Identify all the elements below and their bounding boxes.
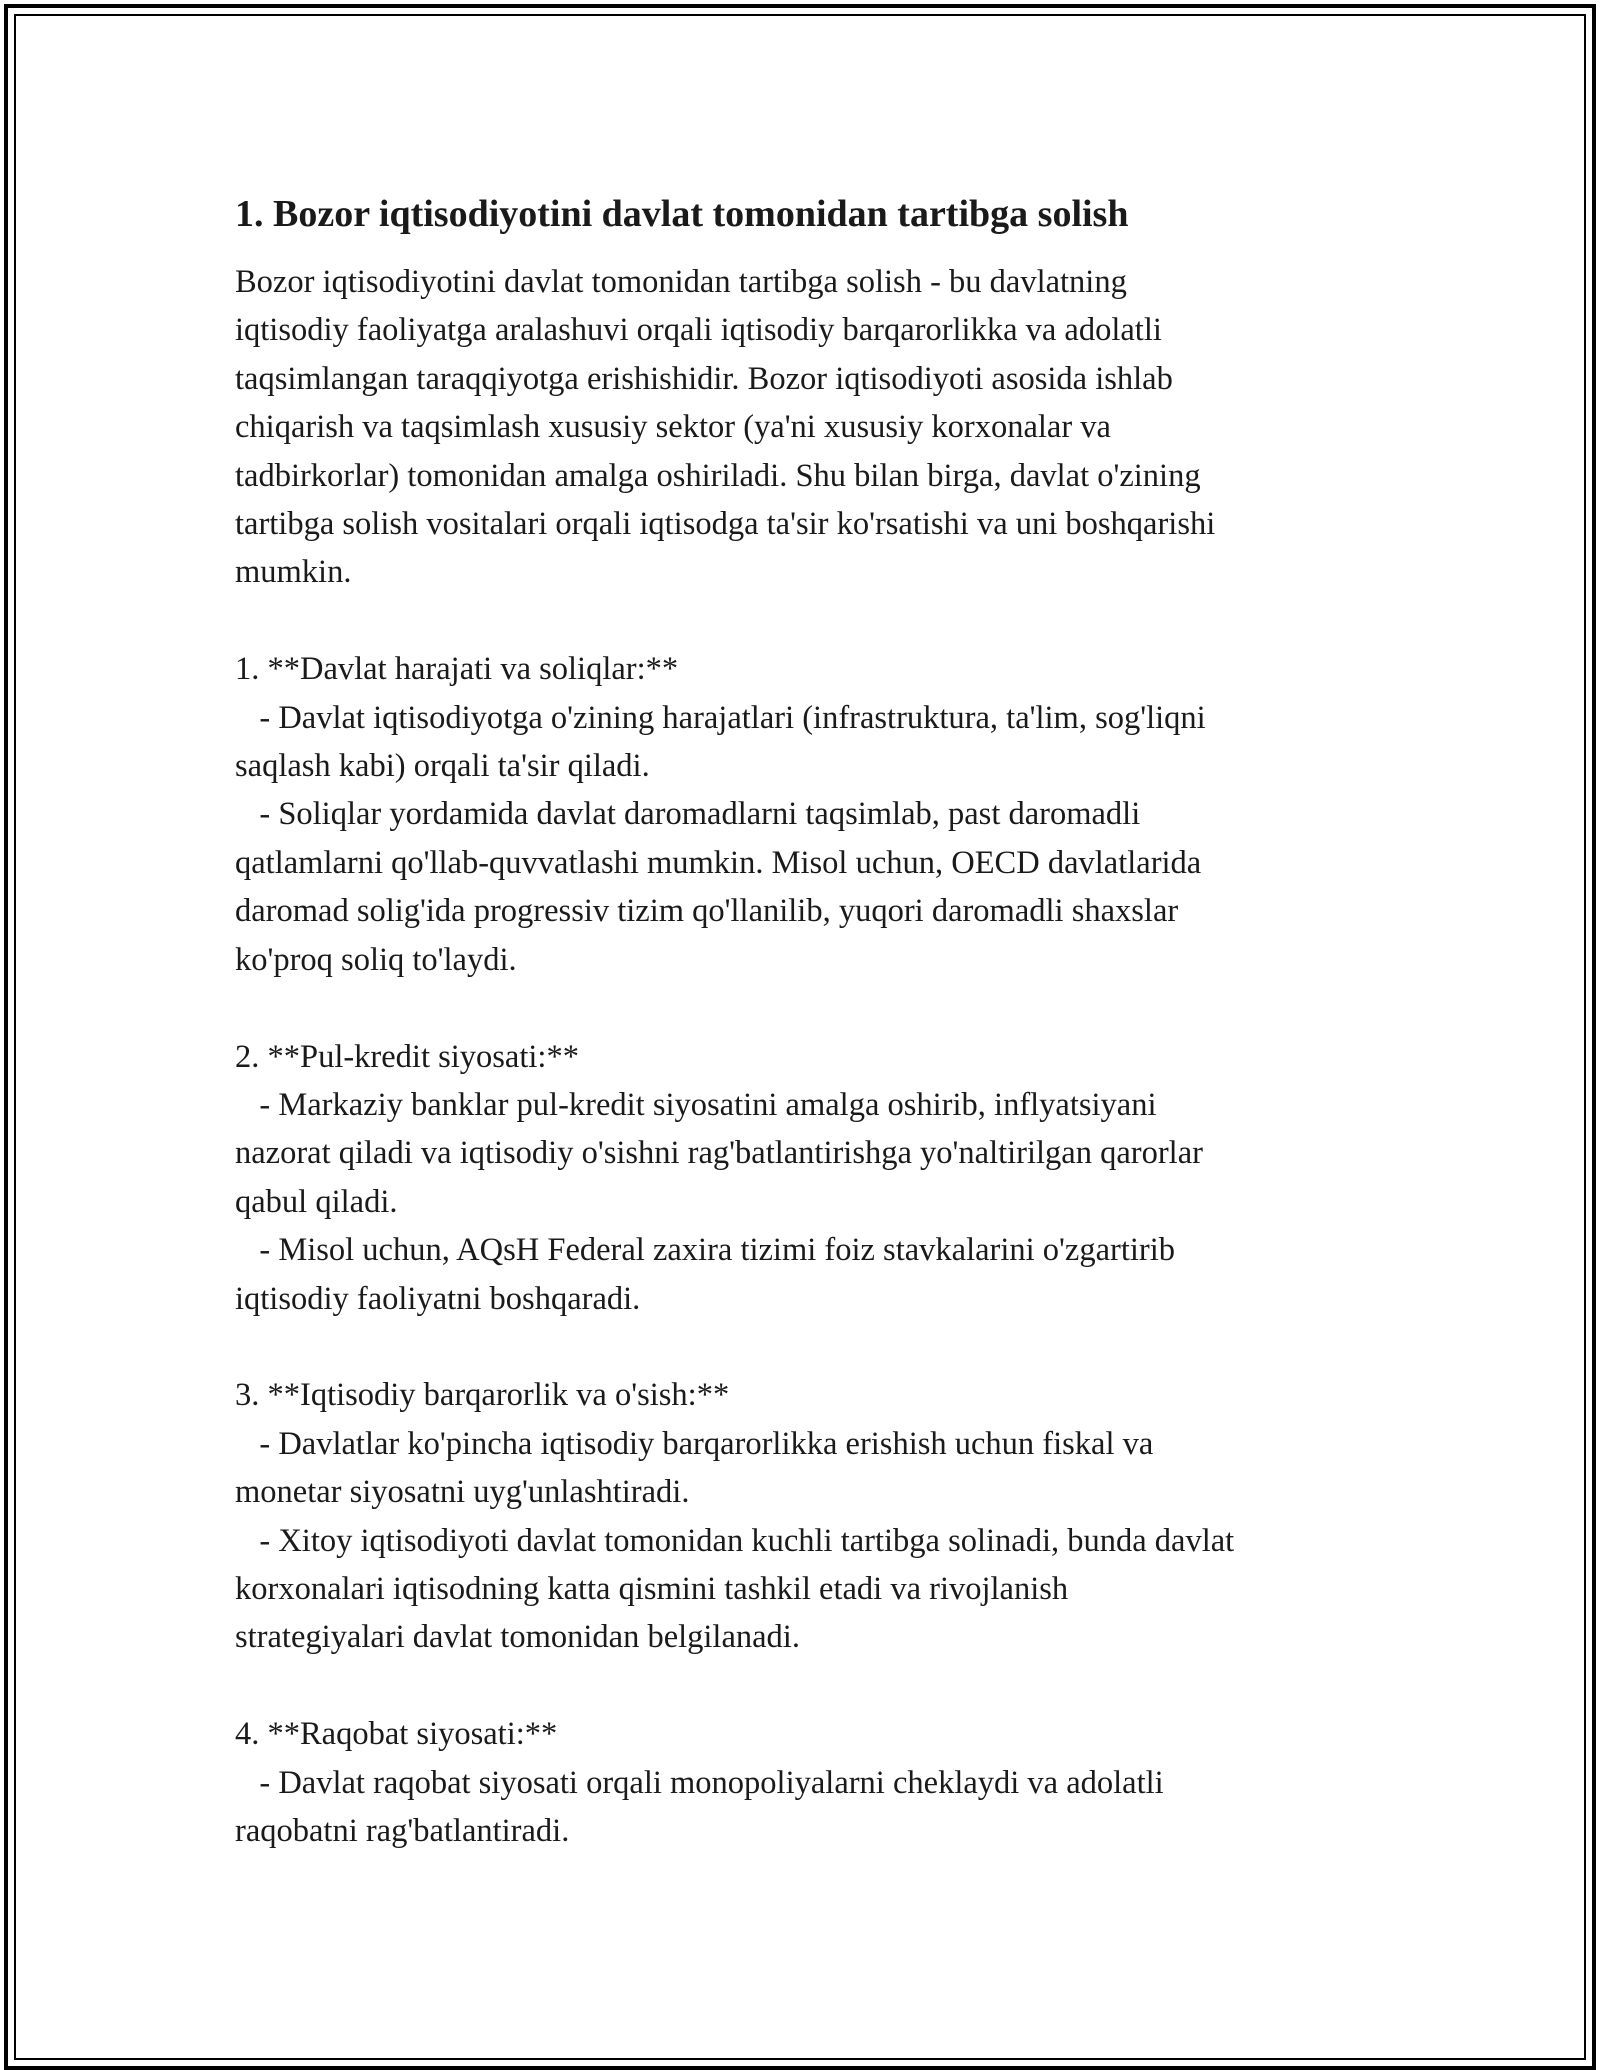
document-content [235, 186, 1375, 1855]
document-heading: 1. Bozor iqtisodiyotini davlat tomonidan tartibga solish [235, 193, 1129, 235]
document-body: Bozor iqtisodiyotini davlat tomonidan tartibga solish - bu davlatning iqtisodiy faoliyatga aralashuvi orqali iqtisodiy barqarorlikka va adolatli taqsimlangan taraqqiyotga erishishidir. Bozor iqtisodiyoti asosida ishlab chiqarish va taqsimlash xususiy sektor (ya'ni xususiy korxonalar va tadbirkorlar) tomonidan amalga oshiriladi. Shu bilan birga, davlat o'zining tartibga solish vositalari orqali iqtisodga ta'sir ko'rsatishi va uni boshqarishi mumkin. 1. **Davlat harajati va soliqlar:** - Davlat iqtisodiyotga o'zining harajatlari (infrastruktura, ta'lim, sog'liqni saqlash kabi) orqali ta'sir qiladi. - Soliqlar yordamida davlat daromadlarni taqsimlab, past daromadli qatlamlarni qo'llab-quvvatlashi mumkin. Misol uchun, OECD davlatlarida daromad solig'ida progressiv tizim qo'llanilib, yuqori daromadli shaxslar ko'proq soliq to'laydi. 2. **Pul-kredit siyosati:** - Markaziy banklar pul-kredit siyosatini amalga oshirib, inflyatsiyani nazorat qiladi va iqtisodiy o'sishni rag'batlantirishga yo'naltirilgan qarorlar qabul qiladi. - Misol uchun, AQsH Federal zaxira tizimi foiz stavkalarini o'zgartirib iqtisodiy faoliyatni boshqaradi. 3. **Iqtisodiy barqarorlik va o'sish:** - Davlatlar ko'pincha iqtisodiy barqarorlikka erishish uchun fiskal va monetar siyosatni uyg'unlashtiradi. - Xitoy iqtisodiyoti davlat tomonidan kuchli tartibga solinadi, bunda davlat korxonalari iqtisodning katta qismini tashkil etadi va rivojlanish strategiyalari davlat tomonidan belgilanadi. 4. **Raqobat siyosati:** - Davlat raqobat siyosati orqali monopoliyalarni cheklaydi va adolatli raqobatni rag'batlantiradi. [235, 264, 1235, 1849]
